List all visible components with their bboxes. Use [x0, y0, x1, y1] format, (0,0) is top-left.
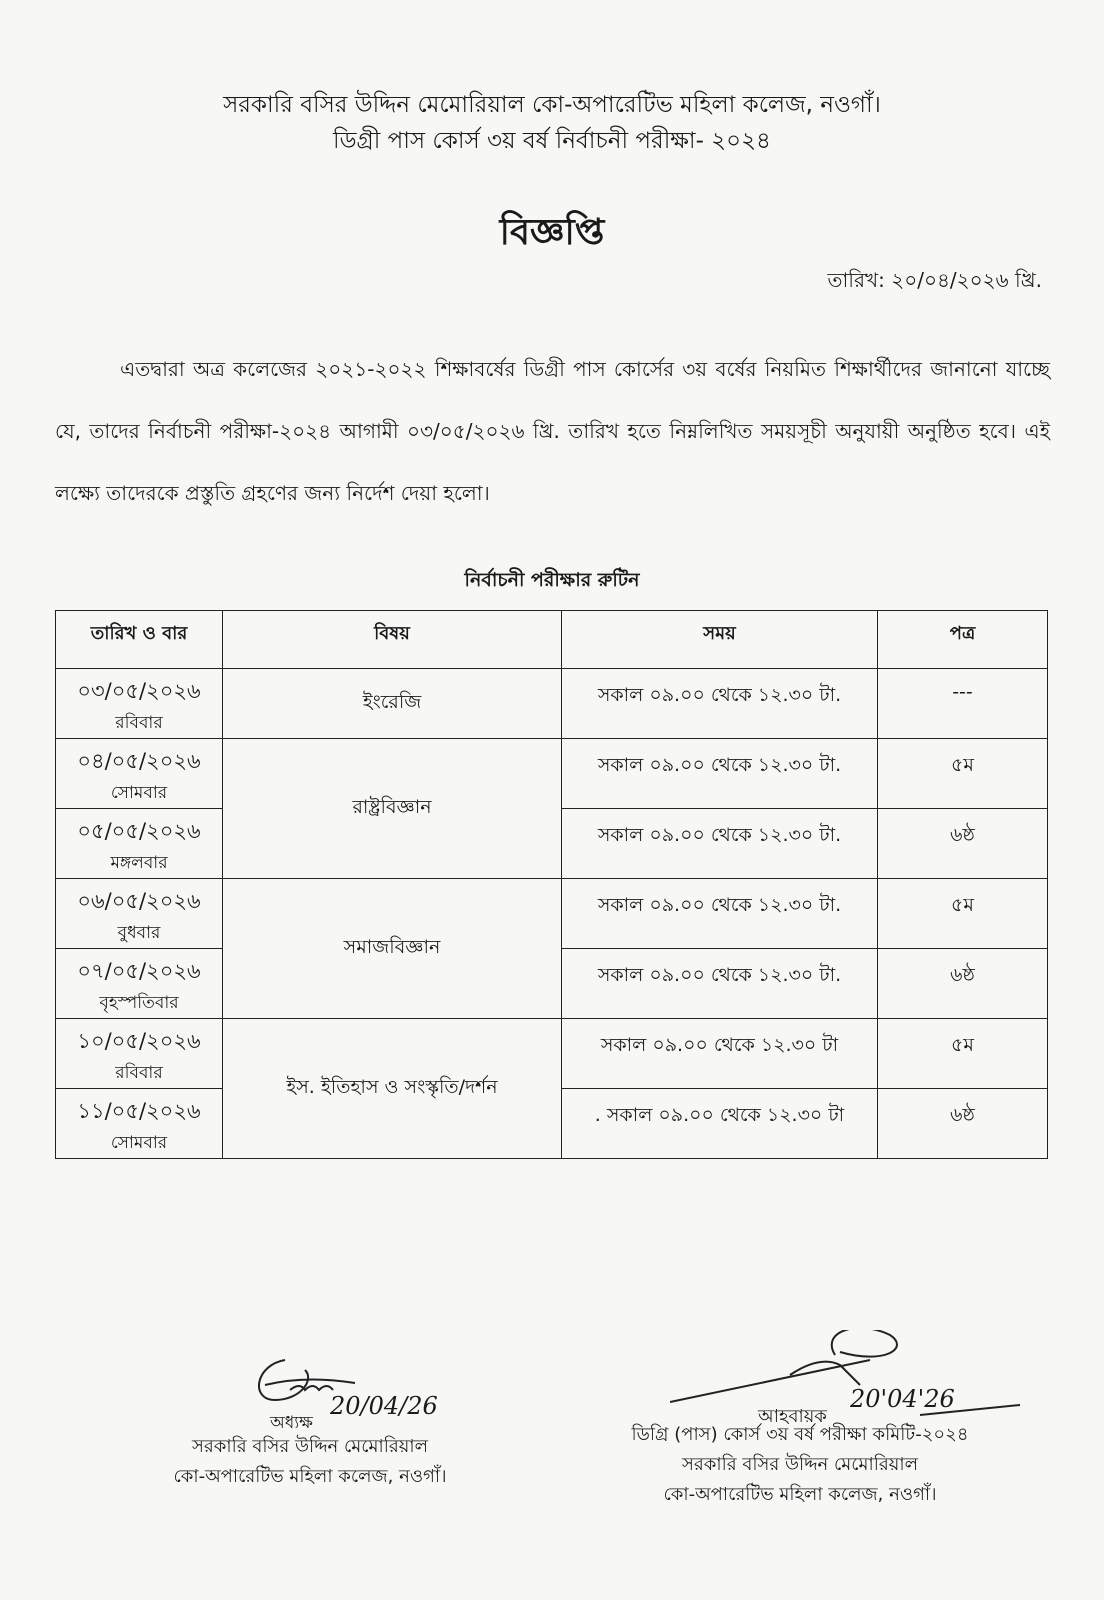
table-header-row: [56, 611, 1048, 669]
paper-cell: ৫ম: [878, 739, 1048, 809]
convener-handwritten-date: 20'04'26: [850, 1385, 955, 1413]
header-time: সময়: [562, 611, 878, 669]
notice-title: বিজ্ঞপ্তি: [499, 212, 605, 253]
date: ১০/০৫/২০২৬: [77, 1029, 201, 1053]
subject-cell: রাষ্ট্রবিজ্ঞান: [223, 739, 562, 879]
header-subject: বিষয়: [223, 611, 562, 669]
day: রবিবার: [115, 1063, 163, 1083]
date: ০৪/০৫/২০২৬: [77, 749, 201, 773]
exam-title: ডিগ্রী পাস কোর্স ৩য় বর্ষ নির্বাচনী পরীক্ষা- ২০২৪: [333, 128, 771, 154]
date-cell: [56, 809, 223, 879]
day: রবিবার: [115, 713, 163, 733]
date-cell: [56, 1089, 223, 1159]
time-cell: সকাল ০৯.০০ থেকে ১২.৩০ টা.: [562, 669, 878, 739]
header-date: তারিখ ও বার: [56, 611, 223, 669]
table-row: [56, 1019, 1048, 1089]
paper-cell: ৬ষ্ঠ: [878, 809, 1048, 879]
paper-cell: ৫ম: [878, 879, 1048, 949]
time-cell: সকাল ০৯.০০ থেকে ১২.৩০ টা.: [562, 809, 878, 879]
convener-line1: ডিগ্রি (পাস) কোর্স ৩য় বর্ষ পরীক্ষা কমিটি-২০২৪: [631, 1424, 969, 1445]
subject-cell: ইস. ইতিহাস ও সংস্কৃতি/দর্শন: [223, 1019, 562, 1159]
date: ০৫/০৫/২০২৬: [77, 819, 201, 843]
principal-role: অধ্যক্ষ: [270, 1413, 313, 1433]
convener-role: আহবায়ক: [758, 1406, 827, 1427]
principal-signature-block: [140, 1432, 480, 1492]
convener-line2: সরকারি বসির উদ্দিন মেমোরিয়াল: [681, 1454, 919, 1475]
date: ০৩/০৫/২০২৬: [77, 679, 201, 703]
date-cell: [56, 879, 223, 949]
day: বৃহস্পতিবার: [99, 993, 179, 1013]
paper-cell: ---: [878, 669, 1048, 739]
paper-cell: ৫ম: [878, 1019, 1048, 1089]
table-row: [56, 739, 1048, 809]
date-cell: [56, 739, 223, 809]
date-cell: [56, 949, 223, 1019]
day: বুধবার: [117, 923, 161, 943]
day: মঙ্গলবার: [110, 853, 168, 873]
time-cell: . সকাল ০৯.০০ থেকে ১২.৩০ টা: [562, 1089, 878, 1159]
time-cell: সকাল ০৯.০০ থেকে ১২.৩০ টা.: [562, 949, 878, 1019]
time-cell: সকাল ০৯.০০ থেকে ১২.৩০ টা.: [562, 739, 878, 809]
subject-cell: ইংরেজি: [223, 669, 562, 739]
convener-line3: কো-অপারেটিভ মহিলা কলেজ, নওগাঁ।: [663, 1484, 937, 1505]
subject-cell: সমাজবিজ্ঞান: [223, 879, 562, 1019]
day: সোমবার: [110, 783, 168, 803]
routine-title: নির্বাচনী পরীক্ষার রুটিন: [464, 569, 640, 591]
time-cell: সকাল ০৯.০০ থেকে ১২.৩০ টা: [562, 1019, 878, 1089]
date-cell: [56, 1019, 223, 1089]
date: ১১/০৫/২০২৬: [77, 1099, 201, 1123]
convener-signature-block: [590, 1420, 1010, 1510]
table-row: [56, 879, 1048, 949]
header-paper: পত্র: [878, 611, 1048, 669]
table-row: [56, 669, 1048, 739]
notice-paragraph: এতদ্বারা অত্র কলেজের ২০২১-২০২২ শিক্ষাবর্ষের ডিগ্রী পাস কোর্সের ৩য় বর্ষের নিয়মিত শিক্ষার্থীদের জানানো যাচ্ছে যে, তাদের নির্বাচনী পরীক্ষা-২০২৪ আগামী ০৩/০৫/২০২৬ খ্রি. তারিখ হতে নিম্নলিখিত সময়সূচী অনুযায়ী অনুষ্ঠিত হবে। এই লক্ষ্যে তাদেরকে প্রস্তুতি গ্রহণের জন্য নির্দেশ দেয়া হলো।: [55, 357, 1050, 505]
day: সোমবার: [110, 1133, 168, 1153]
paper-cell: ৬ষ্ঠ: [878, 1089, 1048, 1159]
date: ০৭/০৫/২০২৬: [77, 959, 201, 983]
principal-line1: সরকারি বসির উদ্দিন মেমোরিয়াল: [191, 1436, 429, 1457]
paper-cell: ৬ষ্ঠ: [878, 949, 1048, 1019]
notice-date: তারিখ: ২০/০৪/২০২৬ খ্রি.: [827, 268, 1042, 292]
date: ০৬/০৫/২০২৬: [77, 889, 201, 913]
principal-line2: কো-অপারেটিভ মহিলা কলেজ, নওগাঁ।: [173, 1466, 447, 1487]
time-cell: সকাল ০৯.০০ থেকে ১২.৩০ টা.: [562, 879, 878, 949]
college-name: সরকারি বসির উদ্দিন মেমোরিয়াল কো-অপারেটিভ মহিলা কলেজ, নওগাঁ।: [223, 92, 881, 118]
routine-table: [55, 610, 1048, 1159]
date-cell: [56, 669, 223, 739]
principal-handwritten-date: 20/04/26: [330, 1392, 438, 1420]
